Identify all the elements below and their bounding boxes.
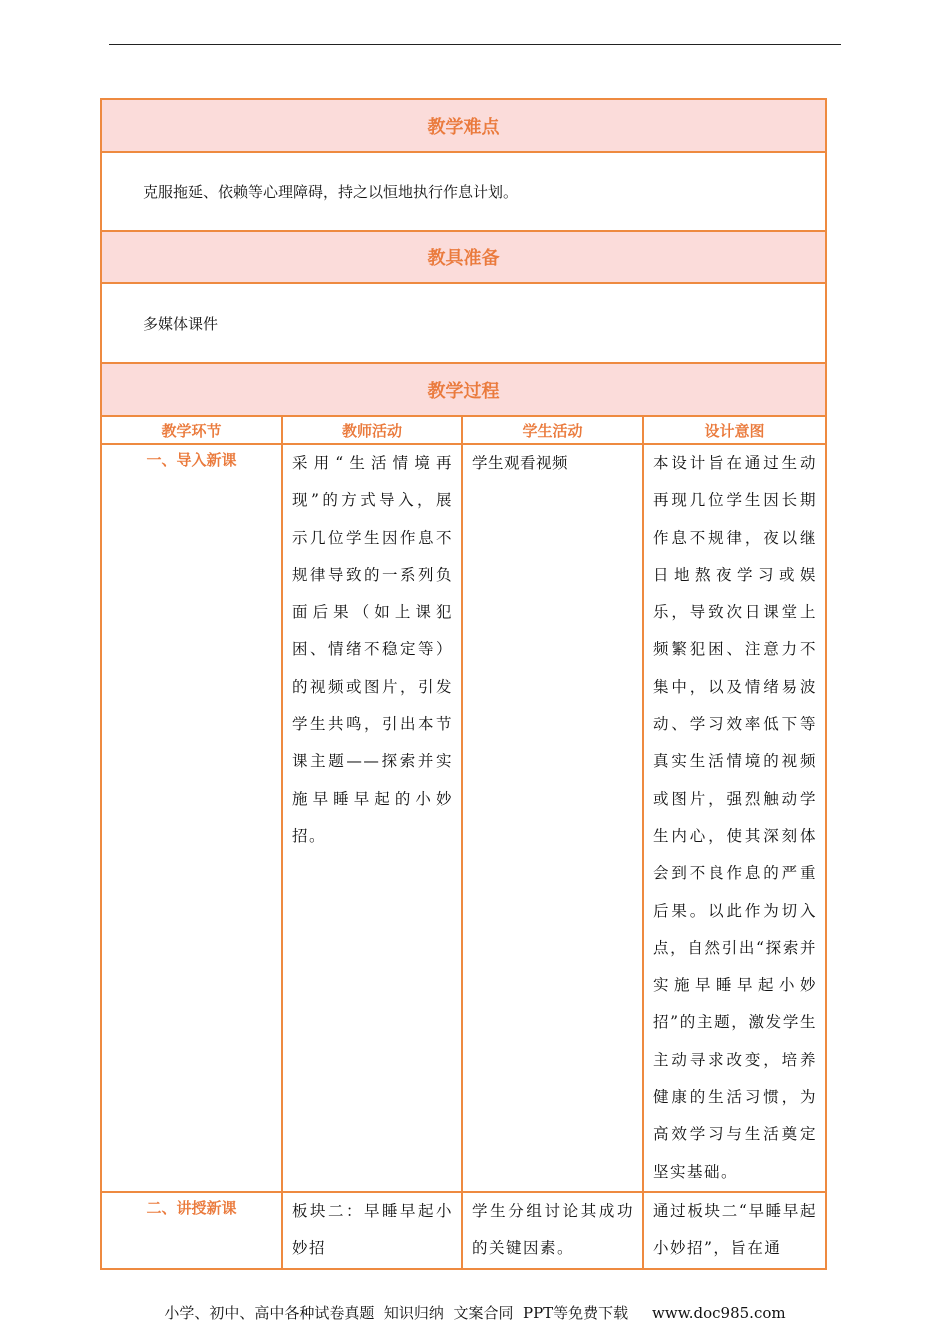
teacher-activity-cell: 采用“生活情境再现”的方式导入，展示几位学生因作息不规律导致的一系列负面后果（如上课犯困、情绪不稳定等）的视频或图片，引发学生共鸣，引出本节课主题——探索并实施早睡早起的小妙招。 bbox=[282, 444, 462, 1192]
column-header-teacher: 教师活动 bbox=[282, 416, 462, 444]
materials-header-row bbox=[101, 231, 826, 283]
difficulty-content: 克服拖延、依赖等心理障碍，持之以恒地执行作息计划。 bbox=[101, 152, 826, 231]
difficulty-header-row bbox=[101, 99, 826, 152]
header-rule bbox=[109, 44, 841, 45]
materials-content: 多媒体课件 bbox=[101, 283, 826, 363]
difficulty-title: 教学难点 bbox=[101, 99, 826, 152]
design-intent-cell: 本设计旨在通过生动再现几位学生因长期作息不规律，夜以继日地熬夜学习或娱乐，导致次日课堂上频繁犯困、注意力不集中，以及情绪易波动、学习效率低下等真实生活情境的视频或图片，强烈触动学生内心，使其深刻体会到不良作息的严重后果。以此作为切入点，自然引出“探索并实施早睡早起小妙招”的主题，激发学生主动寻求改变，培养健康的生活习惯，为高效学习与生活奠定坚实基础。 bbox=[643, 444, 826, 1192]
teacher-activity-cell: 板块二：早睡早起小妙招 bbox=[282, 1192, 462, 1269]
process-title: 教学过程 bbox=[101, 363, 826, 416]
design-intent-cell: 通过板块二“早睡早起小妙招”，旨在通 bbox=[643, 1192, 826, 1269]
lesson-plan-table bbox=[100, 98, 827, 1270]
materials-title: 教具准备 bbox=[101, 231, 826, 283]
process-header-row bbox=[101, 363, 826, 416]
student-activity-cell: 学生分组讨论其成功的关键因素。 bbox=[462, 1192, 643, 1269]
table-row bbox=[101, 1192, 826, 1269]
page-footer: 小学、初中、高中各种试卷真题 知识归纳 文案合同 PPT等免费下载 www.doc985.com bbox=[164, 1304, 786, 1322]
table-row bbox=[101, 444, 826, 1192]
student-activity-cell: 学生观看视频 bbox=[462, 444, 643, 1192]
difficulty-content-row bbox=[101, 152, 826, 231]
stage-cell: 二、讲授新课 bbox=[101, 1192, 282, 1269]
column-header-intent: 设计意图 bbox=[643, 416, 826, 444]
materials-content-row bbox=[101, 283, 826, 363]
column-header-student: 学生活动 bbox=[462, 416, 643, 444]
column-header-stage: 教学环节 bbox=[101, 416, 282, 444]
stage-cell: 一、导入新课 bbox=[101, 444, 282, 1192]
process-column-headers bbox=[101, 416, 826, 444]
